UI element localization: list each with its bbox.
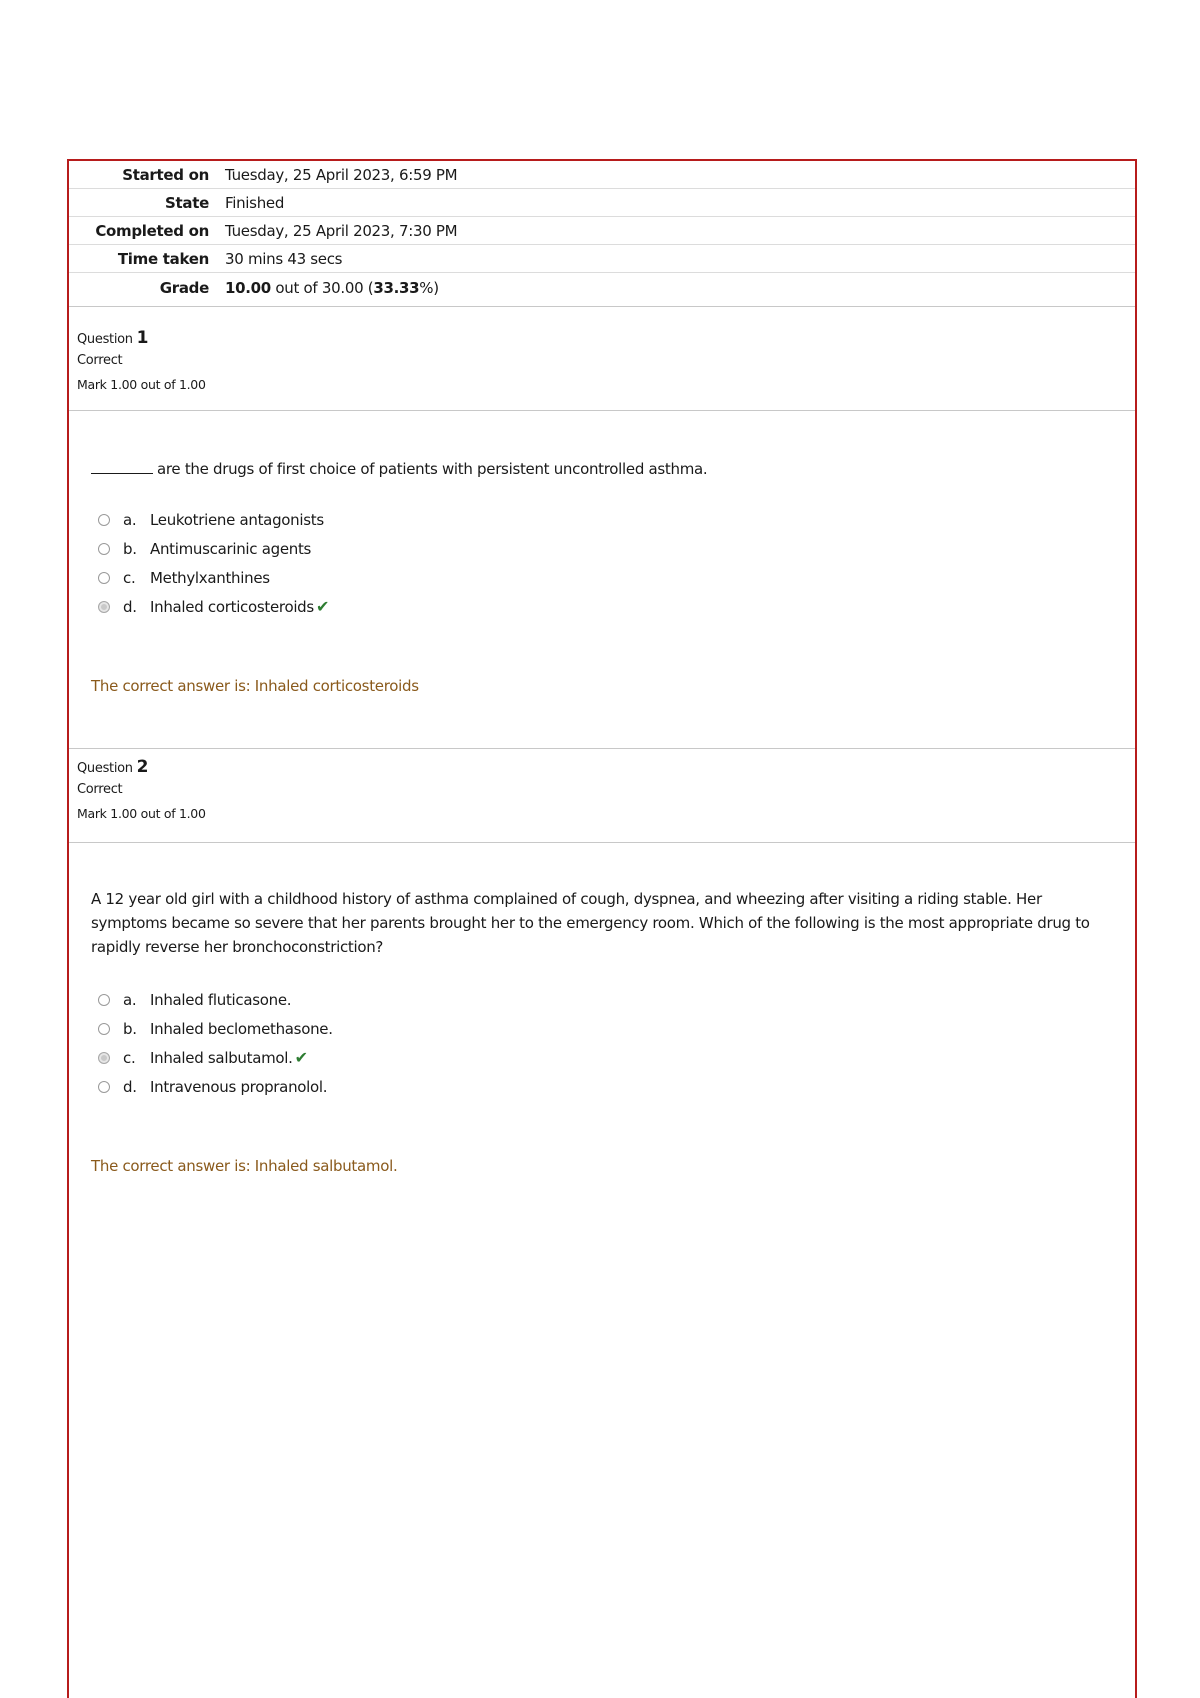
summary-row-time [69, 245, 1135, 273]
summary-row-completed [69, 217, 1135, 245]
summary-value: 30 mins 43 secs [225, 249, 343, 268]
frame-tick [1135, 300, 1137, 318]
check-icon: ✔ [294, 1048, 308, 1067]
summary-row-state [69, 189, 1135, 217]
answer-option[interactable] [98, 985, 333, 1014]
option-text: Inhaled corticosteroids [150, 597, 314, 616]
answer-option-selected[interactable] [98, 592, 329, 621]
summary-label: Started on [122, 165, 209, 184]
question-number-value: 1 [136, 328, 149, 348]
attempt-summary [69, 161, 1135, 307]
frame-tick [67, 858, 69, 876]
option-text: Intravenous propranolol. [150, 1077, 328, 1096]
option-text: Antimuscarinic agents [150, 539, 312, 558]
frame-tick [67, 428, 69, 446]
radio-icon[interactable] [98, 994, 110, 1006]
option-text: Leukotriene antagonists [150, 510, 324, 529]
grade-percent: 33.33 [373, 279, 420, 297]
answer-option[interactable] [98, 1072, 333, 1101]
question-number-value: 2 [136, 757, 149, 777]
question-label: Question [77, 332, 133, 347]
question-state: Correct [77, 353, 123, 368]
question-text: A 12 year old girl with a childhood history of asthma complained of cough, dyspnea, and wheezing after visiting a riding stable. Her symptoms became so severe that her parents brought her to the emergency room. Which of the following is the most appropriate drug to rapidly reverse her bronchoconstriction? [91, 890, 1090, 956]
answer-option[interactable] [98, 534, 329, 563]
option-text: Methylxanthines [150, 568, 270, 587]
question-number [77, 757, 1135, 777]
answer-option[interactable] [98, 1014, 333, 1043]
answer-blank [91, 459, 153, 474]
correct-answer-feedback: The correct answer is: Inhaled salbutamol. [91, 1157, 398, 1175]
summary-row-started [69, 161, 1135, 189]
summary-label: State [165, 193, 209, 212]
option-text: Inhaled beclomethasone. [150, 1019, 333, 1038]
frame-tick [67, 300, 69, 318]
frame-tick [67, 640, 69, 658]
frame-tick [1135, 640, 1137, 658]
question-info [69, 748, 1135, 843]
frame-tick [67, 1120, 69, 1138]
answer-option[interactable] [98, 505, 329, 534]
summary-value: Finished [225, 193, 285, 212]
radio-icon[interactable] [98, 1052, 110, 1064]
answer-options [98, 985, 333, 1101]
option-letter: a. [123, 990, 137, 1009]
radio-icon[interactable] [98, 1081, 110, 1093]
summary-value: Tuesday, 25 April 2023, 6:59 PM [225, 165, 458, 184]
radio-icon[interactable] [98, 543, 110, 555]
grade-rest: out of 30.00 ( [275, 279, 374, 297]
frame-tick [1135, 1120, 1137, 1138]
question-info [69, 320, 1135, 411]
option-letter: c. [123, 568, 136, 587]
summary-label: Grade [159, 279, 209, 297]
grade-value [223, 279, 439, 297]
summary-label: Time taken [117, 249, 209, 268]
frame-tick [1135, 428, 1137, 446]
grade-end: %) [419, 279, 439, 297]
radio-icon[interactable] [98, 601, 110, 613]
option-letter: c. [123, 1048, 136, 1067]
correct-answer-feedback: The correct answer is: Inhaled corticosteroids [91, 677, 419, 695]
option-text: Inhaled fluticasone. [150, 990, 292, 1009]
summary-value: Tuesday, 25 April 2023, 7:30 PM [225, 221, 458, 240]
option-letter: d. [123, 597, 137, 616]
option-letter: d. [123, 1077, 137, 1096]
option-text: Inhaled salbutamol. [150, 1048, 293, 1067]
answer-option[interactable] [98, 563, 329, 592]
question-mark: Mark 1.00 out of 1.00 [77, 806, 206, 821]
answer-options [98, 505, 329, 621]
question-number [77, 328, 1135, 348]
check-icon: ✔ [315, 597, 330, 616]
radio-icon[interactable] [98, 514, 110, 526]
radio-icon[interactable] [98, 572, 110, 584]
question-text [91, 457, 1121, 481]
question-mark: Mark 1.00 out of 1.00 [77, 377, 206, 392]
summary-label: Completed on [95, 221, 209, 240]
grade-score: 10.00 [225, 279, 271, 297]
question-text-content: are the drugs of first choice of patients with persistent uncontrolled asthma. [157, 460, 708, 478]
radio-icon[interactable] [98, 1023, 110, 1035]
question-state: Correct [77, 782, 123, 797]
option-letter: b. [123, 539, 137, 558]
question-label: Question [77, 761, 133, 776]
answer-option-selected[interactable] [98, 1043, 333, 1072]
summary-row-grade [69, 273, 1135, 307]
option-letter: a. [123, 510, 137, 529]
frame-tick [1135, 858, 1137, 876]
option-letter: b. [123, 1019, 137, 1038]
